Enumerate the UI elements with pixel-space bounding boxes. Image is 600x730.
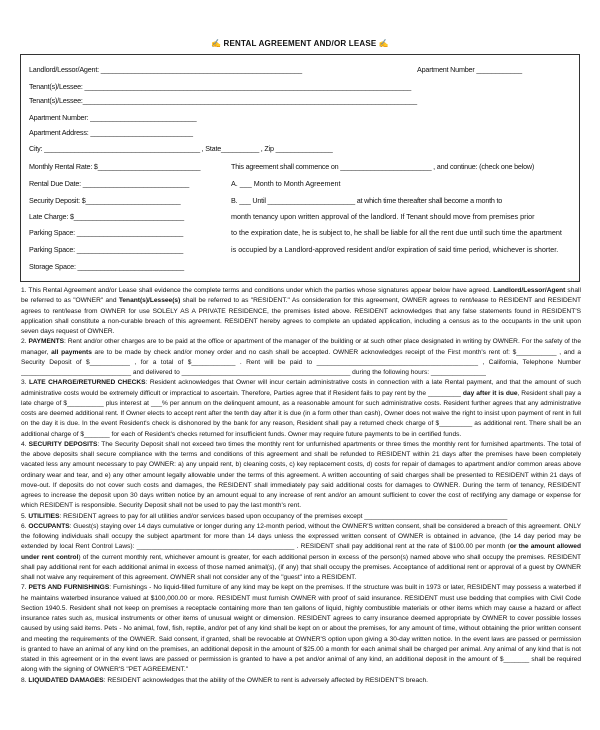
rental-due-date-field[interactable]: Rental Due Date: ____________________________ [29,179,190,188]
option-b-checkbox[interactable]: B. ___ Until _______________________ at which time thereafter shall become a month to [231,196,503,205]
clause-1: 1. This Rental Agreement and/or Lease shall evidence the complete terms and conditions under which the parties whose signatures appear below have agreed. Landlord/Lessor/Agent shall be referred to as "OWNER" and Tenant(s)/Lessee(s) shall be referred to as "RESIDENT." As consideration for this agreement, OWNER agrees to rent/lease to RESIDENT and RESIDENT agrees to rent/lease from OWNER for use SOLELY AS A PRIVATE RESIDENCE, the premises listed above. RESIDENT acknowledges that any false statements found in RESIDENT'S application shall constitute a non-curable breach of this agreement. RESIDENT hereby agrees to complete an updated application, including a census as to the occupants in the unit upon seven days request of OWNER. [21,287,581,335]
clause-7-pets-furnishings: 7. PETS AND FURNISHINGS: Furnishings - No liquid-filled furniture of any kind may be kept on the premises. If the structure was built in 1973 or later, RESIDENT may possess a waterbed if he maintains waterbed insurance valued at $100,000.00 or more. RESIDENT must furnish OWNER with proof of said insurance. RESIDENT must use bedding that complies with Civil Code Section 1940.5. Resident shall not keep on premises a receptacle containing more than ten gallons of liquid, highly combustible materials or other items which may cause a hazard or affect insurance rates such as, musical instruments or other items of unusual weight or dimension. RESIDENT agrees to carry insurance deemed appropriate by OWNER to cover possible losses caused by using said items. Pets - No animal, fowl, fish, reptile, and/or pet of any kind shall be kept on or about the premises, for any amount of time, without obtaining the prior written consent and meeting the requirements of the OWNER. Said consent, if granted, shall be revocable at OWNER'S option upon giving a 30-day written notice. In the event laws are passed or permission is granted to have an animal of any kind on the premises, an additional deposit in the amount of $25.00 a month for each animal shall be charged per animal. Any animal of any kind that is not stated in this agreement or in the event laws are passed or permission is granted to have a pet and/or animal of any kind, an additional deposit in the amount of $_______ shall be required along with the signing of OWNER'S "PET AGREEMENT." [21,584,581,674]
apartment-number-field[interactable]: Apartment Number: ____________________________ [29,113,197,122]
clause-5-utilities: 5. UTILITIES: RESIDENT agrees to pay for all utilities and/or services based upon occupancy of the premises except _______________________________________ [21,512,508,520]
apartment-number-top-field[interactable]: Apartment Number ____________ [417,65,522,74]
clause-3-late-charge: 3. LATE CHARGE/RETURNED CHECKS: Resident acknowledges that Owner will incur certain administrative costs in connection with a late Rental payment, and that the amount of such administrative costs would be extremely difficult or impractical to ascertain. Therefore, Parties agree that if Resident fails to pay rent by the _________ day after it is due, Resident shall pay a late charge of $__________ plus interest at ___% per annum on the delinquent amount, as a reasonable amount for such administrative costs. Resident further agrees that any administrative costs are deemed additional rent. If Owner elects to accept rent after the tenth day after it is due (in a form other than cash), Owner does not waive the right to insist upon payment of rent in full on the day it is due. In the event Resident's check is dishonored by the bank for any reason, Resident shall pay a returned check charge of $_________ as additional rent. There shall be an additional charge of $_______ for each of Resident's checks returned for insufficient funds. Owner may require future payments to be in certified funds. [21,379,581,438]
clause-6-occupants: 6. OCCUPANTS: Guest(s) staying over 14 days cumulative or longer during any 12-month period, without the OWNER'S written consent, shall be considered a breach of this agreement. ONLY the following individuals shall occupy the subject apartment for more than 14 days unless the expressed written consent of OWNER is obtained in advance, (the 14 day period may be extended by local Rent Control Laws): ___________________________________________ . RESIDENT shall pay additional rent at the rate of $100.00 per month (or the amount allowed under rent control) of the current monthly rent, whichever amount is greater, for each additional person in excess of the person(s) named above who shall occupy the premises. RESIDENT shall pay additional rent for each additional animal in excess of those named animal(s), (if any) that shall occupy the premises. Acceptance of additional rent or approval of a guest by OWNER shall not waive any requirement of this agreement. OWNER shall not consider any of the "guest" into a RESIDENT. [21,522,581,581]
commence-text: This agreement shall commence on ________________________ , and continue: (check one below) [231,162,535,171]
tenant-field-2[interactable]: Tenant(s)/Lessee:________________________________________________________________________________________ [29,96,417,105]
clause-8-liquidated-damages: 8. LIQUIDATED DAMAGES: RESIDENT acknowledges that the ability of the OWNER to rent is adversely affected by RESIDENT'S breach. [21,676,428,684]
option-a-checkbox[interactable]: A. ___ Month to Month Agreement [231,179,341,188]
document-title: ✍ RENTAL AGREEMENT AND/OR LEASE ✍ [210,39,390,48]
occupied-text: is occupied by a Landlord-approved resident and/or expiration of said time period, whichever is shorter. [231,245,559,254]
landlord-field[interactable]: Landlord/Lessor/Agent: _____________________________________________________ [29,65,302,74]
parking-space-field-2[interactable]: Parking Space: ____________________________ [29,245,184,254]
tenancy-text: month tenancy upon written approval of the landlord. If Tenant should move from premises prior [231,212,535,221]
form-box [20,54,580,282]
agreement-clauses [21,286,581,686]
expiration-text: to the expiration date, he is subject to, he shall be liable for all the rent due until such time the apartment [231,228,562,237]
tenant-field-1[interactable]: Tenant(s)/Lessee: ______________________________________________________________________________________ [29,82,412,91]
city-state-zip-field[interactable]: City: _________________________________________ , State__________ , Zip _______________ [29,144,333,153]
apartment-address-field[interactable]: Apartment Address: ___________________________ [29,128,193,137]
monthly-rent-field[interactable]: Monthly Rental Rate: $___________________________ [29,162,201,171]
clause-2-payments: 2. PAYMENTS: Rent and/or other charges are to be paid at the office or apartment of the manager of the building or at such other place designated in writing by OWNER. For the safety of the manager, all payments are to be made by check and/or money order and no cash shall be accepted. OWNER acknowledges receipt of the First month's rent of: $___________ , and a Security Deposit of $___________ , for a total of $____________ . Rent will be paid to ____________________________________________ , California, Telephone Number ______________________________ and delivered to ______________________________________________ during the following hours: _______________ [21,338,581,376]
security-deposit-field[interactable]: Security Deposit: $_________________________ [29,196,181,205]
parking-space-field-1[interactable]: Parking Space: ____________________________ [29,228,184,237]
clause-4-security-deposits: 4. SECURITY DEPOSITS: The Security Deposit shall not exceed two times the monthly rent for unfurnished apartments or three times the monthly rent for furnished apartments. The total of the above deposits shall secure compliance with the terms and conditions of this agreement and shall be refunded to RESIDENT within 21 days after the premises have been completely vacated less any amount necessary to pay OWNER: a) any unpaid rent, b) cleaning costs, c) key replacement costs, d) costs for repair of damages to apartment and/or common areas above ordinary wear and tear, and e) any other amount legally allowable under the terms of this agreement. A written accounting of said charges shall be presented to RESIDENT within 21 days of move-out. If deposits do not cover such costs and damages, the RESIDENT shall immediately pay said additional costs for damages to OWNER. During the term of tenancy, RESIDENT agrees to increase the deposit upon 30 days written notice by an amount equal to any increase of rent and/or an amount sufficient to cover the cost of rectifying any damage or expense for which RESIDENT is responsible. Security Deposit shall not be used to pay the last month's rent. [21,440,581,510]
storage-space-field[interactable]: Storage Space: ____________________________ [29,262,184,271]
late-charge-field[interactable]: Late Charge: $_____________________________ [29,212,184,221]
